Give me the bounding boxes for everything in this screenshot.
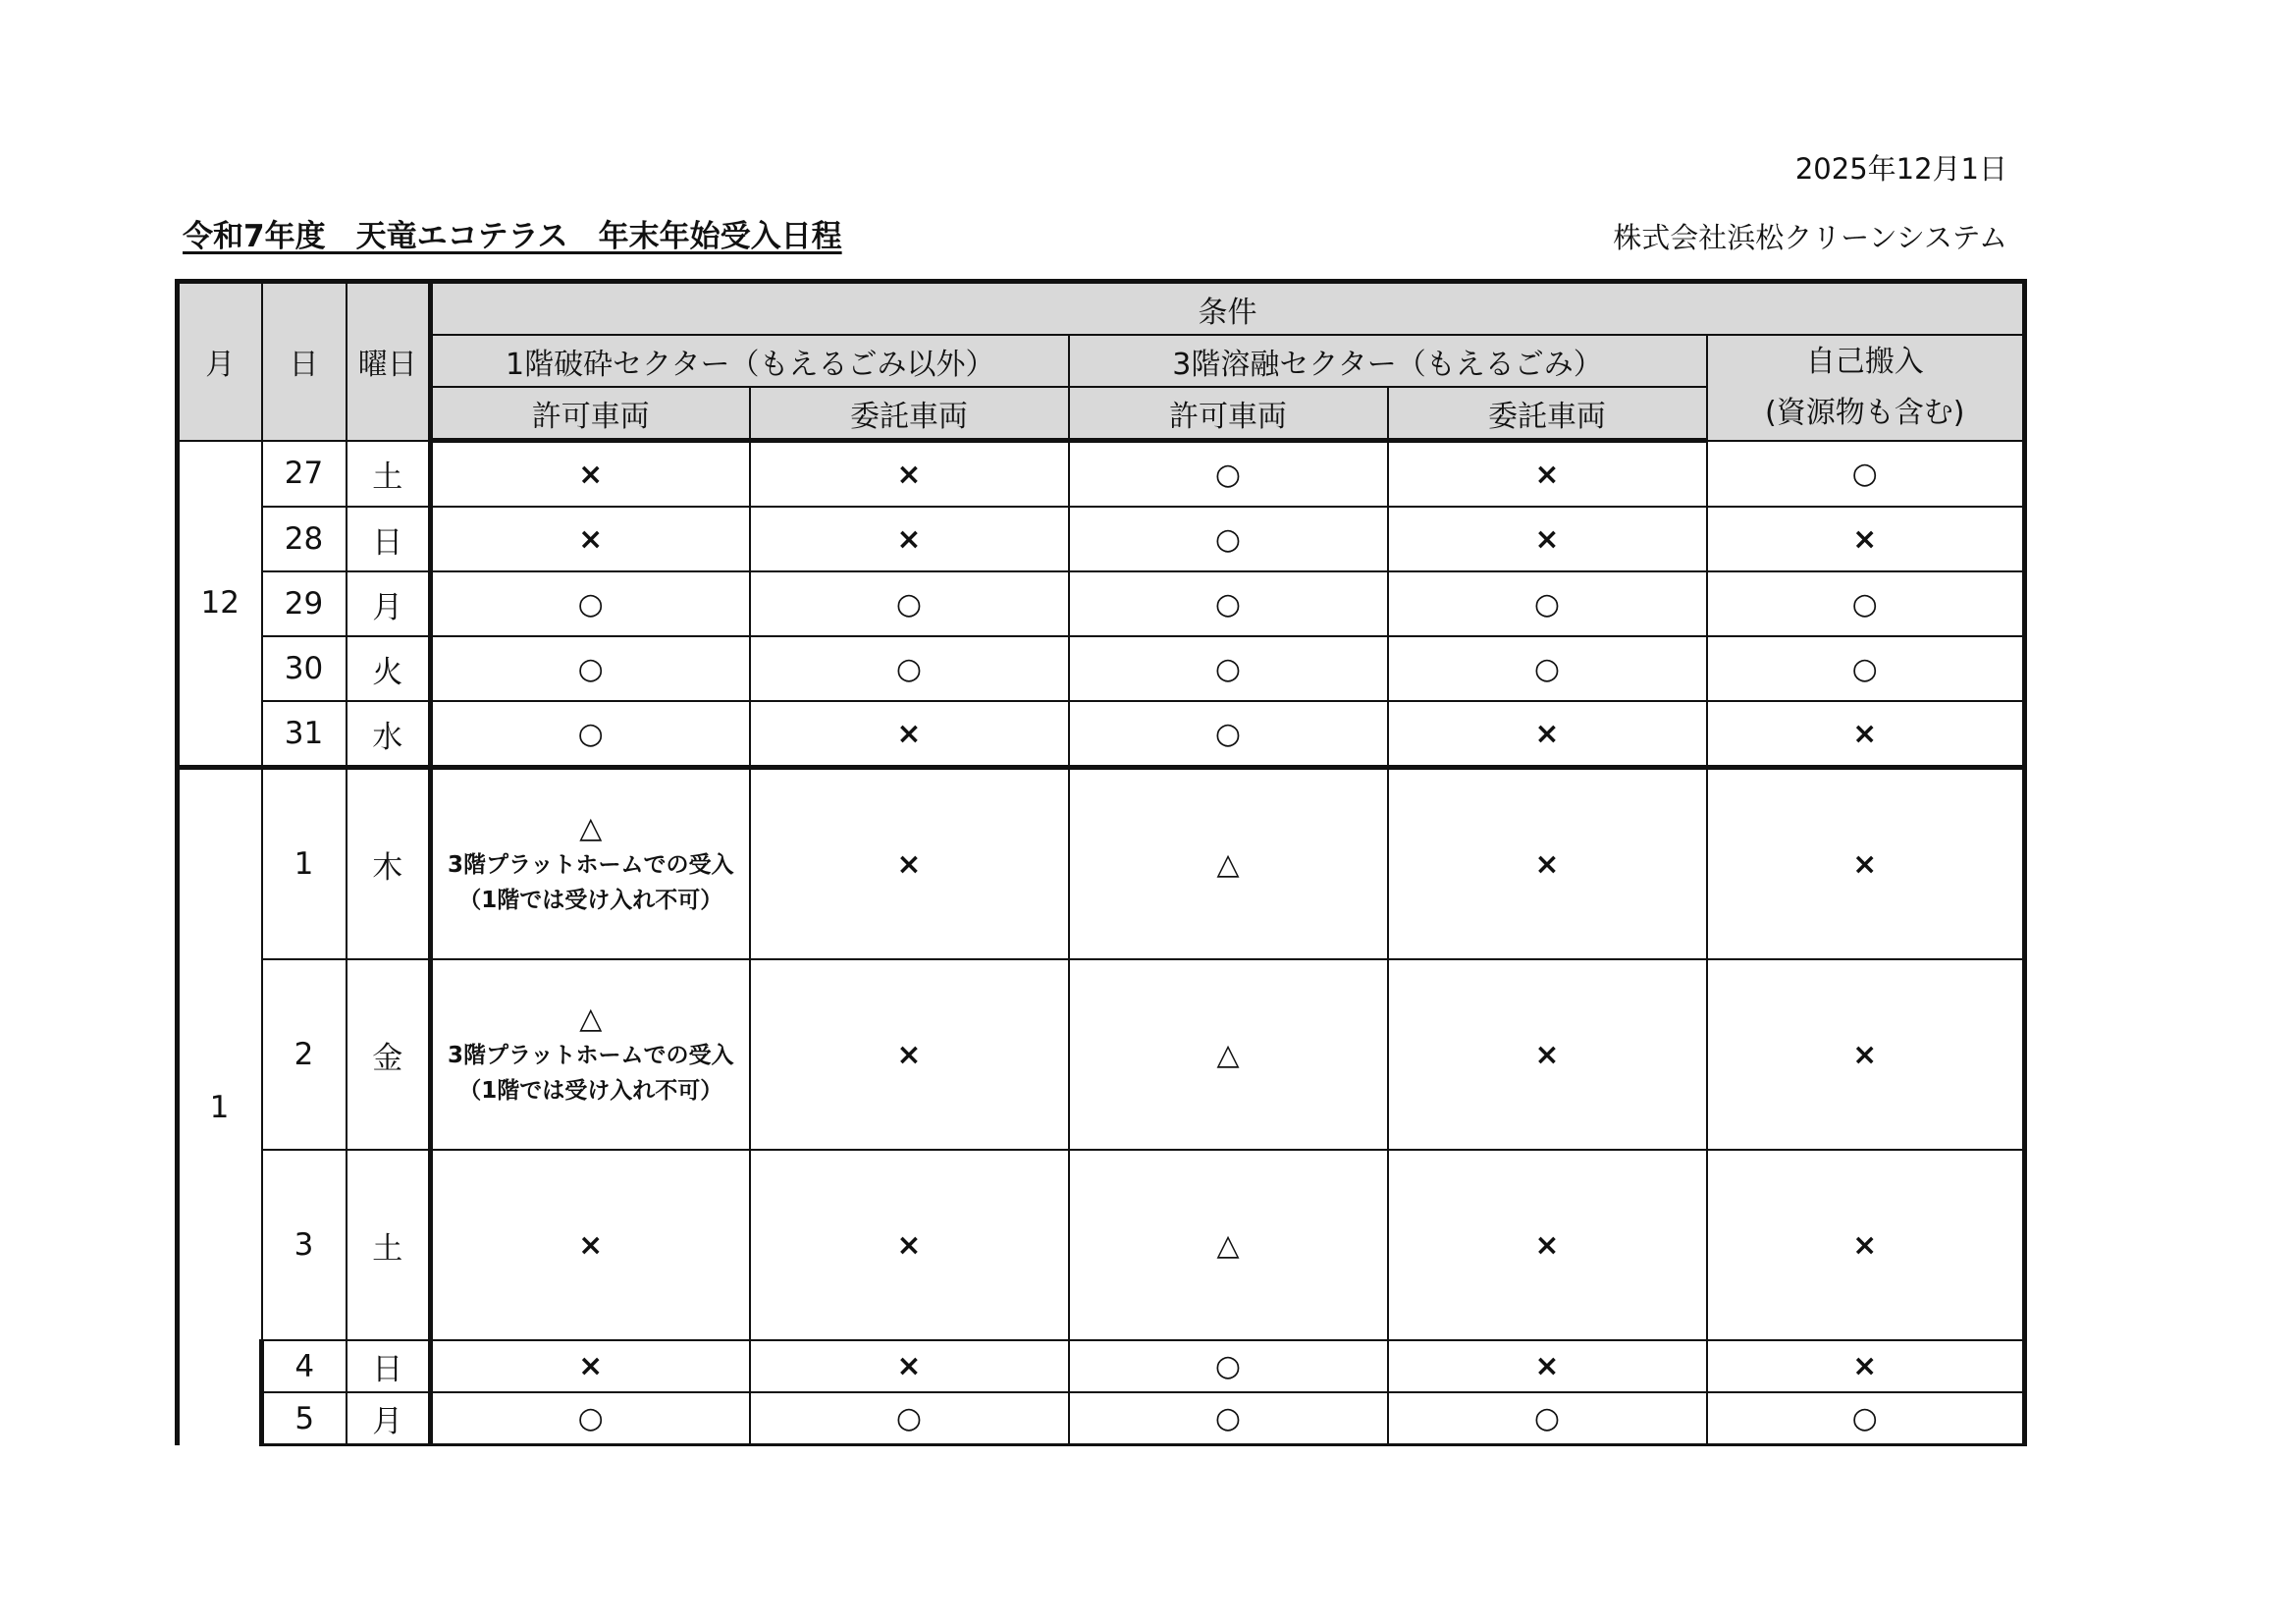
day-cell: 3	[262, 1150, 347, 1340]
mark-cell: ×	[750, 1150, 1069, 1340]
mark-cell: ○	[1707, 571, 2025, 636]
month-cell-december: 12	[178, 441, 262, 768]
mark-cell: ○	[750, 571, 1069, 636]
day-cell: 4	[262, 1340, 347, 1392]
table-row	[178, 1150, 2025, 1340]
mark-cell: ×	[1388, 507, 1707, 571]
month-cell-january: 1	[178, 768, 262, 1445]
mark-text: △	[579, 811, 603, 845]
mark-cell: ○	[1388, 571, 1707, 636]
mark-cell: ×	[431, 1150, 750, 1340]
mark-cell: △	[1069, 959, 1388, 1150]
header-row-1	[178, 282, 2025, 336]
day-cell: 29	[262, 571, 347, 636]
note-line: 3階プラットホームでの受入	[447, 852, 734, 878]
weekday-cell: 水	[347, 701, 431, 768]
mark-cell: ×	[1388, 1150, 1707, 1340]
day-cell: 5	[262, 1392, 347, 1445]
day-cell: 30	[262, 636, 347, 701]
mark-cell: ○	[431, 636, 750, 701]
day-cell: 31	[262, 701, 347, 768]
mark-cell: ×	[1388, 1340, 1707, 1392]
mark-cell: ○	[1069, 636, 1388, 701]
mark-cell: ○	[1388, 1392, 1707, 1445]
mark-cell: ×	[431, 1340, 750, 1392]
mark-cell: ×	[1388, 701, 1707, 768]
day-cell: 27	[262, 441, 347, 508]
mark-cell: △	[1069, 1150, 1388, 1340]
note-line: （1階では受け入れ不可）	[458, 1078, 723, 1104]
mark-cell: ○	[1707, 441, 2025, 508]
mark-cell: ○	[1069, 441, 1388, 508]
header-month: 月	[178, 282, 262, 441]
mark-cell: ×	[431, 441, 750, 508]
weekday-cell: 日	[347, 507, 431, 571]
note-line: 3階プラットホームでの受入	[447, 1043, 734, 1068]
day-cell: 28	[262, 507, 347, 571]
mark-cell: ○	[750, 636, 1069, 701]
mark-cell: ×	[1707, 768, 2025, 960]
mark-cell: ○	[431, 701, 750, 768]
mark-text: △	[579, 1001, 603, 1036]
mark-cell: ○	[1069, 701, 1388, 768]
mark-cell: ○	[1707, 1392, 2025, 1445]
header-row-2	[178, 335, 2025, 387]
weekday-cell: 月	[347, 571, 431, 636]
header-day: 日	[262, 282, 347, 441]
table-row	[178, 768, 2025, 960]
mark-cell: ×	[750, 959, 1069, 1150]
mark-cell: ×	[1707, 959, 2025, 1150]
mark-cell: ○	[750, 1392, 1069, 1445]
table-row	[178, 1340, 2025, 1392]
mark-cell: ×	[750, 441, 1069, 508]
weekday-cell: 月	[347, 1392, 431, 1445]
mark-cell: ×	[1707, 701, 2025, 768]
mark-cell: ○	[1388, 636, 1707, 701]
mark-cell: ○	[1069, 1340, 1388, 1392]
mark-cell: ○	[1069, 507, 1388, 571]
mark-cell-with-note	[431, 768, 750, 960]
mark-cell-with-note	[431, 959, 750, 1150]
document-date: 2025年12月1日	[1794, 152, 2007, 186]
day-cell: 1	[262, 768, 347, 960]
mark-cell: ×	[750, 701, 1069, 768]
header-self-carry-line2: (資源物も含む)	[1765, 395, 1965, 430]
mark-cell: ○	[431, 1392, 750, 1445]
mark-cell: ×	[431, 507, 750, 571]
header-weekday: 曜日	[347, 282, 431, 441]
mark-cell: ×	[1388, 768, 1707, 960]
note-line: （1階では受け入れ不可）	[458, 888, 723, 913]
weekday-cell: 火	[347, 636, 431, 701]
document-title: 令和7年度 天竜エコテラス 年末年始受入日程	[183, 219, 842, 254]
table-row	[178, 507, 2025, 571]
day-cell: 2	[262, 959, 347, 1150]
header-sector1: 1階破砕セクター（もえるごみ以外）	[431, 335, 1069, 387]
header-s1-contract: 委託車両	[750, 387, 1069, 441]
weekday-cell: 土	[347, 441, 431, 508]
mark-cell: ×	[1388, 959, 1707, 1150]
header-s1-permit: 許可車両	[431, 387, 750, 441]
mark-cell: ×	[750, 768, 1069, 960]
table-row	[178, 959, 2025, 1150]
header-self-carry-line1: 自己搬入	[1805, 344, 1924, 379]
mark-cell: ×	[750, 1340, 1069, 1392]
weekday-cell: 金	[347, 959, 431, 1150]
mark-cell: ×	[1707, 1340, 2025, 1392]
table-row	[178, 636, 2025, 701]
table-row	[178, 441, 2025, 508]
header-self-carry	[1707, 335, 2025, 441]
header-sector3: 3階溶融セクター（もえるごみ）	[1069, 335, 1707, 387]
mark-cell: ○	[431, 571, 750, 636]
mark-cell: △	[1069, 768, 1388, 960]
table-row	[178, 571, 2025, 636]
mark-cell: ×	[750, 507, 1069, 571]
header-s3-contract: 委託車両	[1388, 387, 1707, 441]
mark-cell: ×	[1707, 507, 2025, 571]
weekday-cell: 土	[347, 1150, 431, 1340]
header-s3-permit: 許可車両	[1069, 387, 1388, 441]
table-row	[178, 701, 2025, 768]
mark-cell: ×	[1707, 1150, 2025, 1340]
schedule-table	[175, 279, 2027, 1446]
weekday-cell: 日	[347, 1340, 431, 1392]
header-conditions: 条件	[431, 282, 2025, 336]
mark-cell: ○	[1707, 636, 2025, 701]
table-row	[178, 1392, 2025, 1445]
weekday-cell: 木	[347, 768, 431, 960]
mark-cell: ×	[1388, 441, 1707, 508]
mark-cell: ○	[1069, 571, 1388, 636]
company-name: 株式会社浜松クリーンシステム	[1613, 221, 2007, 254]
mark-cell: ○	[1069, 1392, 1388, 1445]
